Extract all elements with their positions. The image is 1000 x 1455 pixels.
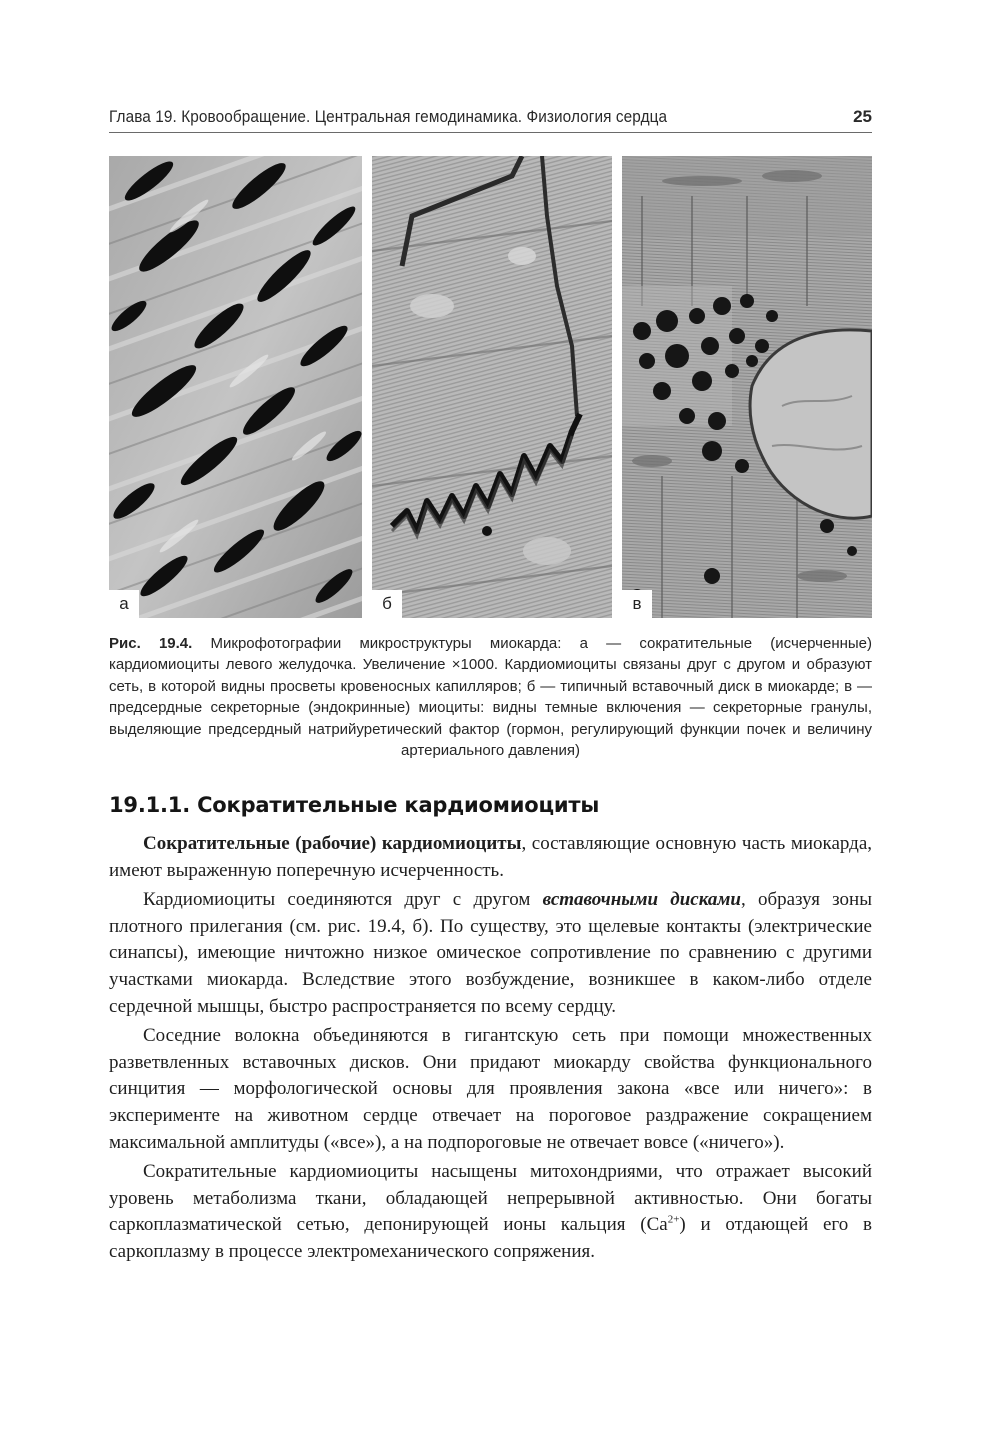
micrograph-c-image xyxy=(622,156,872,618)
figure-caption-text: Микрофотографии микроструктуры миокарда: а — сократительные (исчерченные) кардиомиоциты левого желудочка. Увеличение ×1000. Кардиомиоциты связаны друг с другом и образуют сеть, в которой видны просветы кровеносных капилляров; б — типичный вставочный диск в миокарде; в — предсердные секреторные (эндокринные) миоциты: видны темные включения — секреторные гранулы, выделяющие предсердный натрийуретический фактор (гормон, регулирующий функции почек и величину артериального давления) xyxy=(109,635,872,760)
figure-caption-label: Рис. 19.4. xyxy=(109,635,193,652)
panel-label-b: б xyxy=(372,590,402,618)
micrograph-panel-a xyxy=(109,156,362,618)
paragraph-1-term: Сократительные (рабочие) кардиомиоциты xyxy=(143,833,522,854)
paragraph-4-superscript: 2+ xyxy=(667,1213,680,1226)
figure-caption xyxy=(109,633,872,761)
micrograph-panel-c xyxy=(622,156,872,618)
paragraph-4-text-start: Сократительные кардиомиоциты насыщены митохондриями, что отражает высокий уровень метаболизма ткани, обладающей непрерывной активностью. Они богаты саркоплазматической сетью, депонирующей ионы кальция (Ca xyxy=(109,1161,872,1236)
paragraph-4-text-end: ) и отдающей его в саркоплазму в процессе электромеханического сопряжения. xyxy=(109,1214,872,1262)
panel-label-a: а xyxy=(109,590,139,618)
micrograph-b-image xyxy=(372,156,612,618)
paragraph-2 xyxy=(109,887,872,1020)
paragraph-2-text-start: Кардиомиоциты соединяются друг с другом xyxy=(143,889,543,911)
paragraph-4 xyxy=(109,1159,872,1265)
paragraph-2-term: вставочными дисками xyxy=(542,889,741,911)
running-header xyxy=(109,106,872,133)
paragraph-1-text: , составляющие основную часть миокарда, имеют выраженную поперечную исчерченность. xyxy=(109,833,872,881)
panel-label-c: в xyxy=(622,590,652,618)
section-heading: 19.1.1. Сократительные кардиомиоциты xyxy=(109,793,600,817)
paragraph-2-text-end: , образуя зоны плотного прилегания (см. рис. 19.4, б). По существу, это щелевые контакты (электрические синапсы), имеющие ничтожно низкое омическое сопротивление по сравнению с другими участками миокарда. Вследствие этого возбуждение, возникшее в каком-либо отделе сердечной мышцы, быстро распространяется по всему сердцу. xyxy=(109,889,872,1017)
paragraph-3: Соседние волокна объединяются в гигантскую сеть при помощи множественных разветвленных вставочных дисков. Они придают миокарду свойства функционального синцития — морфологической основы для проявления закона «все или ничего»: в эксперименте на животном сердце отвечает на пороговое раздражение сокращением максимальной амплитуды («все»), а на подпороговые не отвечает вовсе («ничего»). xyxy=(109,1025,872,1153)
page-number: 25 xyxy=(853,107,872,126)
paragraph-1 xyxy=(109,831,872,884)
body-text xyxy=(109,831,872,1269)
micrograph-a-image xyxy=(109,156,362,618)
running-title: Глава 19. Кровообращение. Центральная гемодинамика. Физиология сердца xyxy=(109,108,668,126)
micrograph-panel-b xyxy=(372,156,612,618)
